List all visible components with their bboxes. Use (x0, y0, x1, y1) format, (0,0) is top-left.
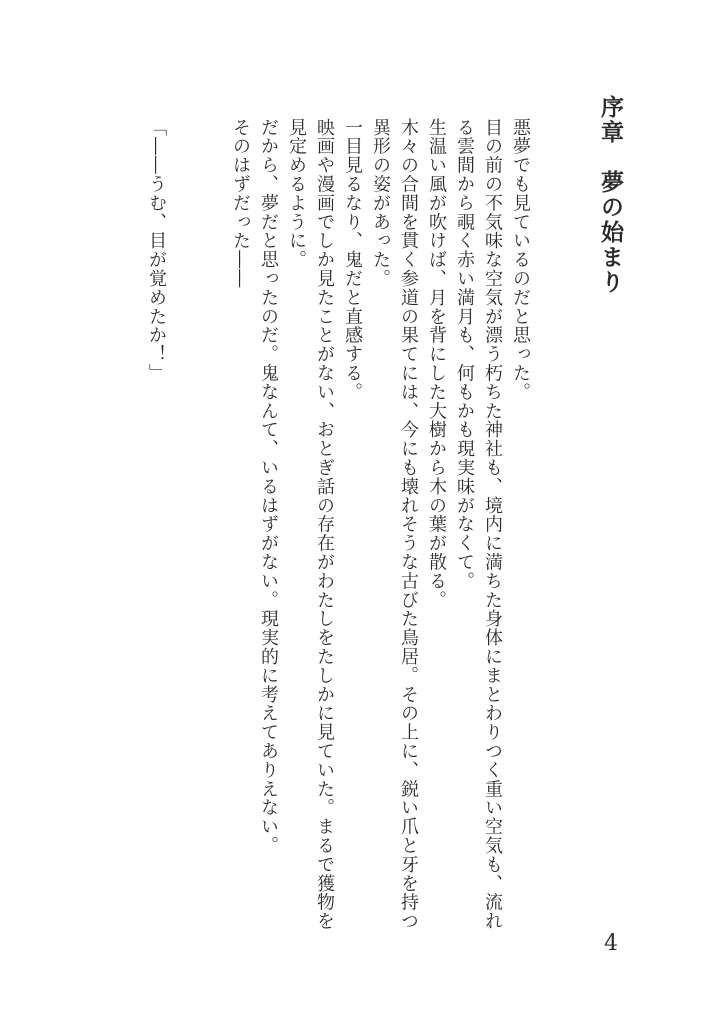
body-line-10: だから、夢だと思ったのだ。鬼なんて、いるはずがない。現実的に考えてありえない。 (258, 118, 279, 856)
body-line-4: 生温い風が吹けば、月を背にした大樹から木の葉が散る。 (426, 118, 447, 610)
dialogue-line: 「――うむ、目が覚めたか！」 (146, 118, 167, 383)
body-line-1: 悪夢でも見ているのだと思った。 (510, 118, 531, 402)
body-line-2: 目の前の不気味な空気が漂う朽ちた神社も、境内に満ちた身体にまとわりつく重い空気も、流れ (482, 118, 503, 931)
chapter-title: 序章 夢の始まり (597, 95, 624, 295)
body-line-8: 映画や漫画でしか見たことがない、おとぎ話の存在がわたしをたしかに見ていた。まるで獲物を (314, 118, 335, 931)
body-line-6: 異形の姿があった。 (370, 118, 391, 289)
body-line-7: 一目見るなり、鬼だと直感する。 (342, 118, 363, 402)
body-line-11: そのはずだった―― (230, 118, 251, 289)
body-line-9: 見定めるように。 (286, 118, 307, 270)
body-line-3: る雲間から覗く赤い満月も、何もかも現実味がなくて。 (454, 118, 475, 591)
body-line-5: 木々の合間を貫く参道の果てには、今にも壊れそうな古びた鳥居。その上に、鋭い爪と牙を持つ (398, 118, 419, 931)
page-number: 4 (604, 931, 618, 956)
